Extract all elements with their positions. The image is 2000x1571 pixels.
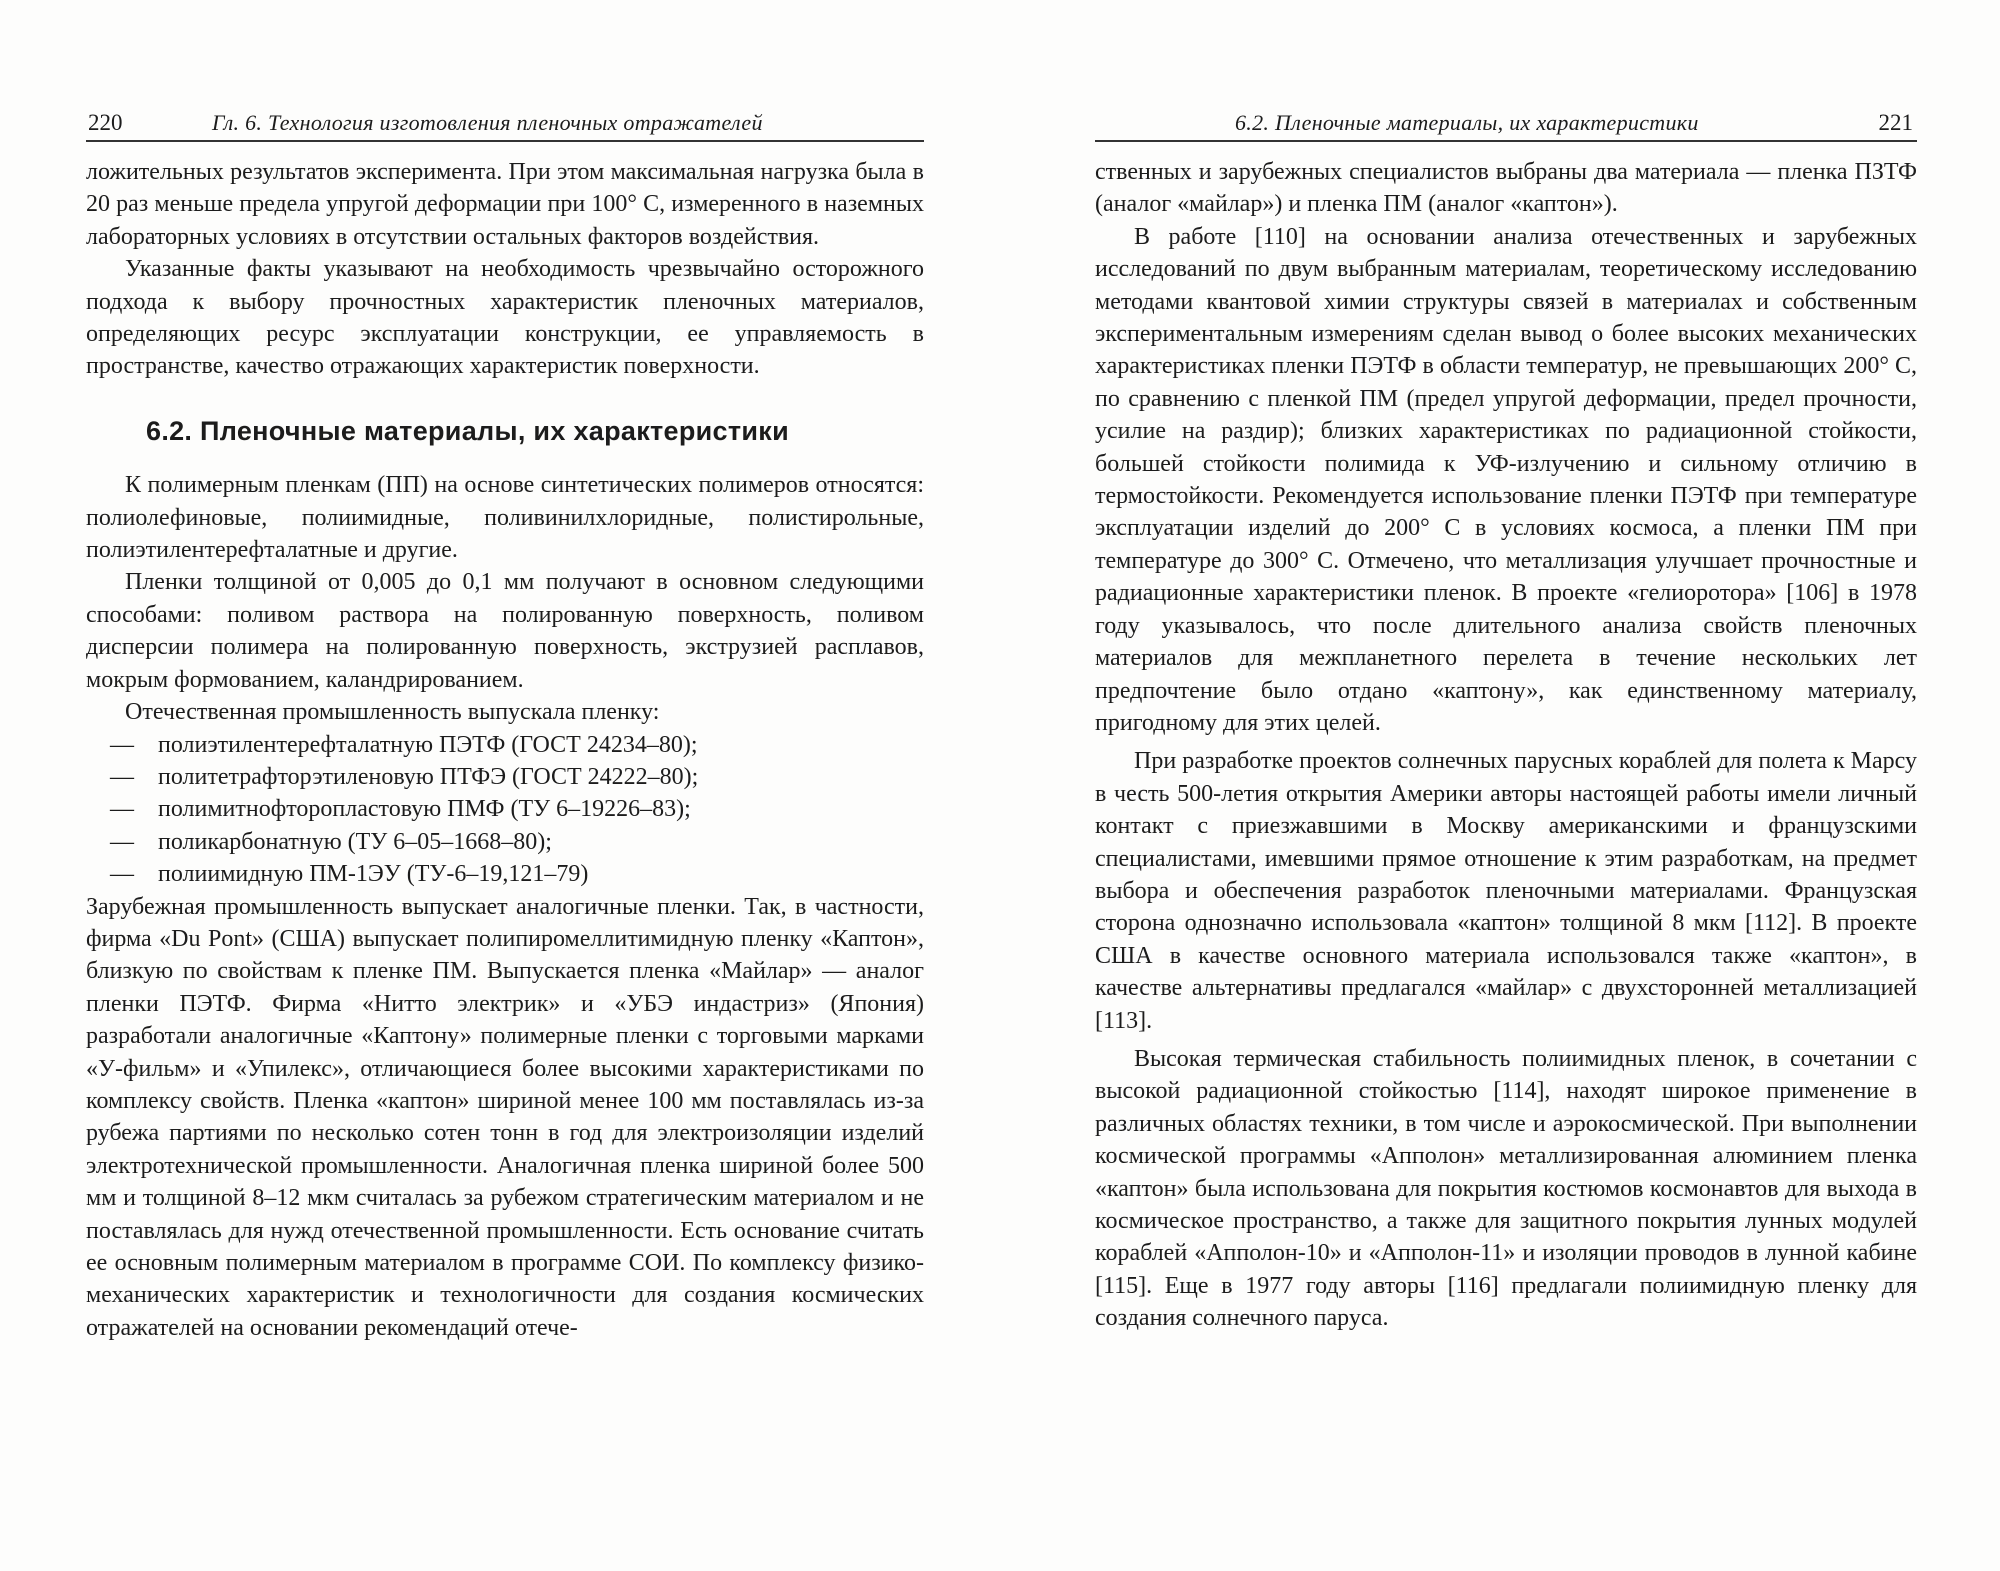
paragraph: Указанные факты указывают на необходимость чрезвычайно осторожного подхода к выбору прочностных характеристик пленочных материалов, определяющих ресурс эксплуатации конструкции, ее управляемость в пространстве, качество отражающих характеристик поверхности. bbox=[86, 256, 924, 380]
paragraph: В работе [110] на основании анализа отечественных и зарубежных исследований по двум выбранным материалам, теоретическому исследованию методами квантовой химии структуры связей в материалах и собственным экспериментальным измерениям сделан вывод о более высоких механических характеристиках пленки ПЭТФ в области температур, не превышающих 200° С, по сравнению с пленкой ПМ (предел упругой деформации, предел прочности, усилие на раздир); близких характеристиках по радиационной стойкости, большей стойкости полимида к УФ-излучению и сильному отличию в термостойкости. Рекомендуется использование пленки ПЭТФ при температуре эксплуатации изделий до 200° С в условиях космоса, а пленки ПМ при температуре до 300° С. Отмечено, что металлизация улучшает прочностные и радиационные характеристики пленок. В проекте «гелиоротора» [106] в 1978 году указывалось, что после длительного анализа свойств пленочных материалов для межпланетного перелета в течение нескольких лет предпочтение было отдано «каптону», как единственному материалу, пригодному для этих целей. bbox=[1095, 223, 1917, 736]
paragraph: При разработке проектов солнечных парусных кораблей для полета к Марсу в честь 500-летия открытия Америки авторы настоящей работы имели личный контакт с приезжавшими в Москву американскими и французскими специалистами, имевшими прямое отношение к этим разработкам, на предмет выбора и обеспечения разработок пленочными материалами. Французская сторона однозначно использовала «каптон» толщиной 8 мкм [112]. В проекте США в качестве основного материала использовался также «каптон», в качестве альтернативы предлагался «майлар» с двухсторонней металлизацией [113]. bbox=[1095, 748, 1917, 1034]
paragraph: Высокая термическая стабильность полиимидных пленок, в сочетании с высокой радиационной стойкостью [114], находят широкое применение в различных областях техники, в том числе и аэрокосмической. При выполнении космической программы «Апполон» металлизированная алюминием пленка «каптон» была использована для покрытия костюмов космонавтов для выхода в космическое пространство, а также для защитного покрытия лунных модулей кораблей «Апполон-10» и «Апполон-11» и изоляции проводов в лунной кабине [115]. Еще в 1977 году авторы [116] предлагали полиимидную пленку для создания солнечного паруса. bbox=[1095, 1045, 1917, 1332]
list-item-text: полиэтилентерефталатную ПЭТФ (ГОСТ 24234–80); bbox=[158, 731, 698, 758]
left-page bbox=[86, 96, 924, 1344]
right-page-body bbox=[1095, 156, 1917, 1335]
list-item-text: полимитнофторопластовую ПМФ (ТУ 6–19226–83); bbox=[158, 796, 691, 823]
paragraph: ственных и зарубежных специалистов выбраны два материала — пленка ПЗТФ (аналог «майлар») и пленка ПМ (аналог «каптон»). bbox=[1095, 159, 1917, 218]
left-page-number: 220 bbox=[88, 110, 123, 135]
list-dash: — bbox=[110, 763, 134, 790]
right-page bbox=[1095, 96, 1917, 1335]
left-page-header bbox=[86, 96, 924, 142]
left-running-title: Гл. 6. Технология изготовления пленочных отражателей bbox=[212, 110, 763, 135]
material-list bbox=[86, 729, 924, 891]
paragraph: Отечественная промышленность выпускала пленку: bbox=[125, 699, 660, 726]
right-page-number: 221 bbox=[1878, 110, 1913, 135]
paragraph: Зарубежная промышленность выпускает аналогичные пленки. Так, в частности, фирма «Du Pont» (США) выпускает полипиромеллитимидную пленку «Каптон», близкую по свойствам к пленке ПМ. Выпускается пленка «Майлар» — аналог пленки ПЭТФ. Фирма «Нитто электрик» и «УБЭ индастриз» (Япония) разработали аналогичные «Каптону» полимерные пленки с торговыми марками «У-фильм» и «Упилекс», отличающиеся более высокими характеристиками по комплексу свойств. Пленка «каптон» шириной менее 100 мм поставлялась из-за рубежа партиями по несколько сотен тонн в год для электроизоляции изделий электротехнической промышленности. Аналогичная пленка шириной более 500 мм и толщиной 8–12 мкм считалась за рубежом стратегическим материалом и не поставлялась для нужд отечественной промышленности. Есть основание считать ее основным полимерным материалом в программе СОИ. По комплексу физико-механических характеристик и технологичности для создания космических отражателей на основании рекомендаций отече- bbox=[86, 893, 924, 1341]
list-item bbox=[86, 729, 924, 761]
section-heading: 6.2. Пленочные материалы, их характеристики bbox=[146, 415, 789, 446]
list-item bbox=[86, 858, 924, 890]
list-item bbox=[86, 826, 924, 858]
list-item-text: полиимидную ПМ-1ЭУ (ТУ-6–19,121–79) bbox=[158, 861, 589, 888]
right-running-title: 6.2. Пленочные материалы, их характеристики bbox=[1235, 110, 1699, 135]
paragraph: К полимерным пленкам (ПП) на основе синтетических полимеров относятся: полиолефиновые, полиимидные, поливинилхлоридные, полистирольные, полиэтилентерефталатные и другие. bbox=[86, 472, 924, 564]
list-dash: — bbox=[110, 828, 134, 855]
right-page-header bbox=[1095, 96, 1917, 142]
list-dash: — bbox=[110, 861, 134, 888]
list-item bbox=[86, 793, 924, 825]
paragraph: Пленки толщиной от 0,005 до 0,1 мм получают в основном следующими способами: поливом раствора на полированную поверхность, поливом дисперсии полимера на полированную поверхность, экструзией расплавов, мокрым формованием, каландрированием. bbox=[86, 569, 924, 693]
list-item-text: поликарбонатную (ТУ 6–05–1668–80); bbox=[158, 828, 552, 855]
list-dash: — bbox=[110, 731, 134, 758]
paragraph: ложительных результатов эксперимента. При этом максимальная нагрузка была в 20 раз меньше предела упругой деформации при 100° С, измеренного в наземных лабораторных условиях в отсутствии остальных факторов воздействия. bbox=[86, 159, 924, 250]
list-dash: — bbox=[110, 796, 134, 823]
list-item bbox=[86, 761, 924, 793]
left-page-body bbox=[86, 156, 924, 1344]
list-item-text: политетрафторэтиленовую ПТФЭ (ГОСТ 24222–80); bbox=[158, 763, 699, 790]
